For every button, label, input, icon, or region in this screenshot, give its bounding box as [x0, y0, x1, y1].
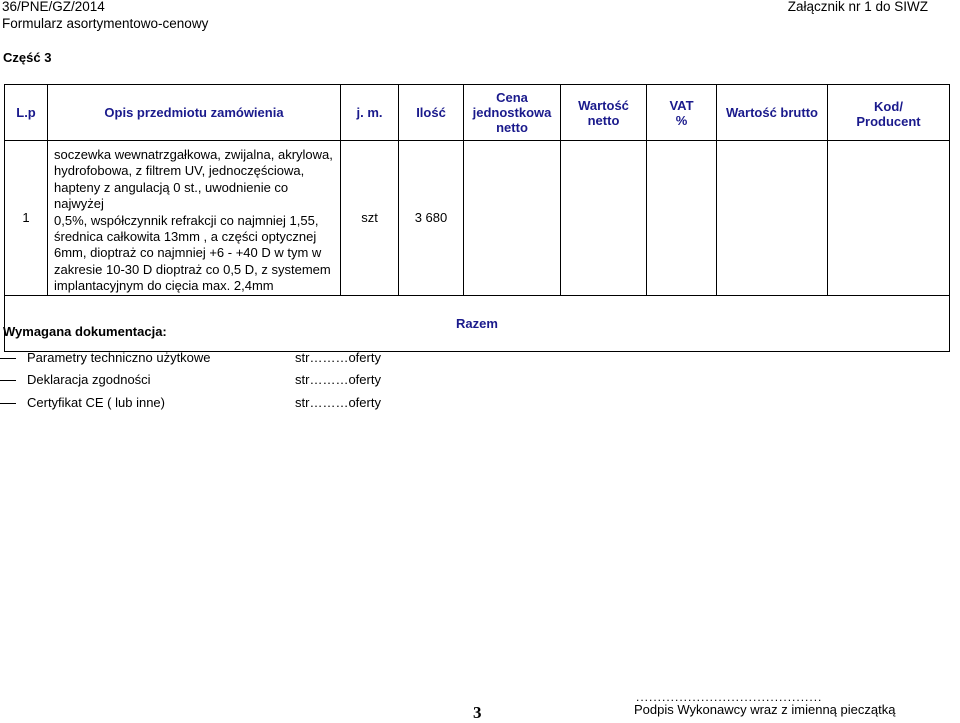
- row-code-producer: [828, 141, 950, 296]
- row-unit-price: [464, 141, 561, 296]
- col-header-kod: Kod/ Producent: [828, 85, 950, 141]
- section-title: Część 3: [3, 50, 52, 65]
- attachment-label: Załącznik nr 1 do SIWZ: [787, 0, 928, 14]
- col-header-jm: j. m.: [341, 85, 399, 141]
- row-quantity: 3 680: [399, 141, 464, 296]
- col-header-vat: VAT %: [647, 85, 717, 141]
- col-header-wartosc-brutto: Wartość brutto: [717, 85, 828, 141]
- col-header-wartosc-netto: Wartość netto: [561, 85, 647, 141]
- col-header-cena: Cena jednostkowa netto: [464, 85, 561, 141]
- pricing-table: [4, 84, 950, 352]
- signature-line: ...........................................: [636, 690, 823, 704]
- row-description: soczewka wewnatrzgałkowa, zwijalna, akrylowa, hydrofobowa, z filtrem UV, jednoczęściowa, hapteny z angulacją 0 st., uwodnienie co najwyżej 0,5%, współczynnik refrakcji co najmniej 1,55, średnica całkowita 13mm , a części optycznej 6mm, dioptraż co najmniej +6 - +40 D w tym w zakresie 10-30 D dioptraż co 0,5 D, z systemem implantacyjnym do cięcia max. 2,4mm: [48, 141, 341, 296]
- col-header-lp: L.p: [5, 85, 48, 141]
- document-reference: 36/PNE/GZ/2014: [2, 0, 105, 14]
- dash-bullet: [0, 403, 16, 404]
- row-net-value: [561, 141, 647, 296]
- row-gross-value: [717, 141, 828, 296]
- page-number: 3: [473, 703, 482, 722]
- signature-label: Podpis Wykonawcy wraz z imienną pieczątką: [634, 702, 896, 717]
- row-vat: [647, 141, 717, 296]
- row-unit: szt: [341, 141, 399, 296]
- table-header-row: [5, 85, 950, 141]
- dash-bullet: [0, 358, 16, 359]
- total-label: Razem: [5, 295, 950, 351]
- col-header-opis: Opis przedmiotu zamówienia: [48, 85, 341, 141]
- document-header-left: [2, 0, 208, 32]
- dash-bullet: [0, 380, 16, 381]
- col-header-ilosc: Ilość: [399, 85, 464, 141]
- form-title: Formularz asortymentowo-cenowy: [2, 16, 209, 31]
- table-row: [5, 141, 950, 296]
- documentation-title: Wymagana dokumentacja:: [3, 324, 167, 339]
- row-lp: 1: [5, 141, 48, 296]
